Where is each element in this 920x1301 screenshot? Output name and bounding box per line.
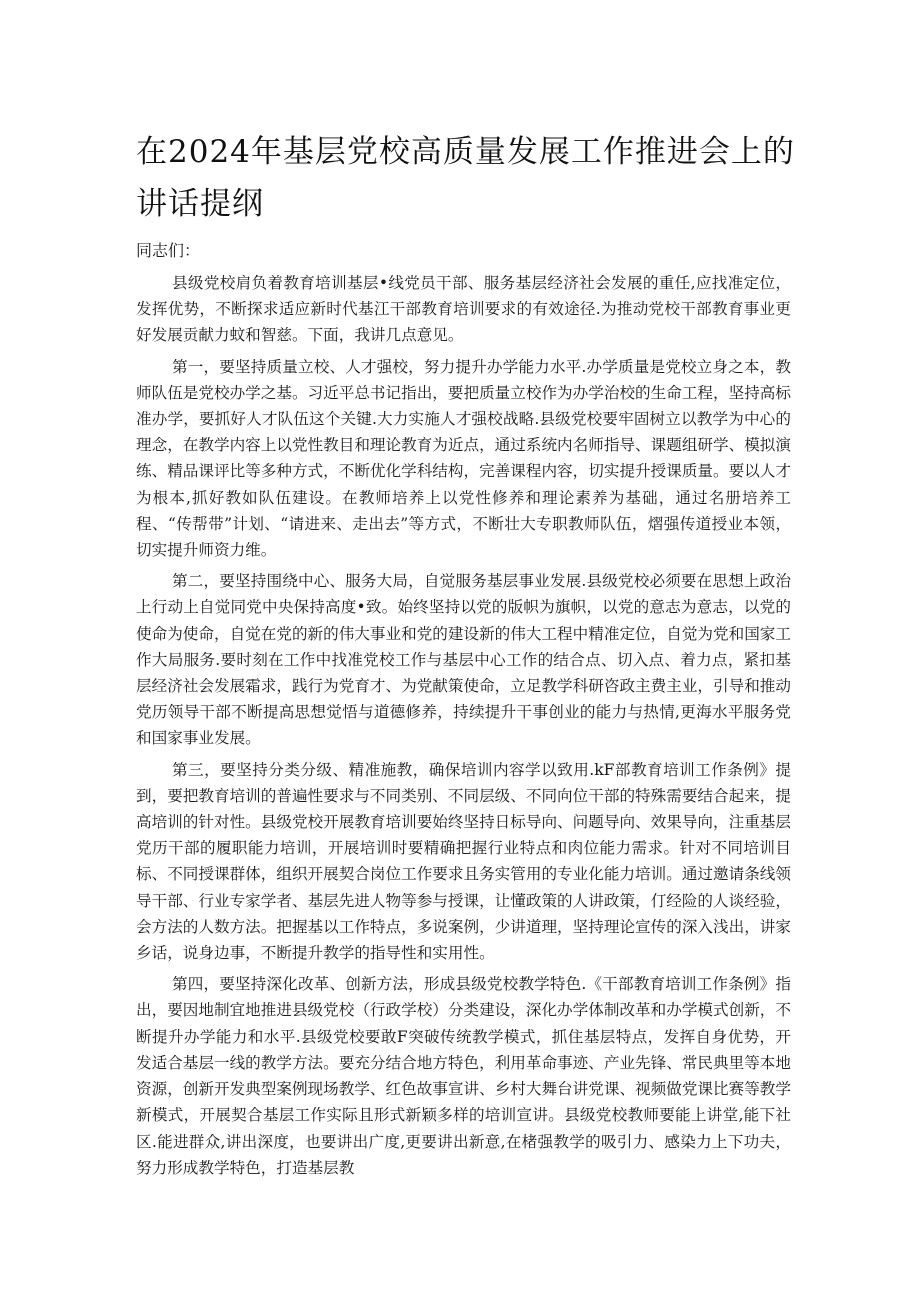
paragraph-point-1: 第一，要坚持质量立校、人才强校，努力提升办学能力水平.办学质量是党校立身之本，教师队伍是党校办学之基。习近平总书记指出，要把质量立校作为办学治校的生命工程，坚持高标准办学，要抓好人才队伍这个关键.大力实施人才强校战略.县级党校要牢固树立以教学为中心的理念，在教学内容上以党性教目和理论教育为近点，通过系统内名师指导、课题组研学、模拟演练、精品课评比等多种方式，不断优化学科结构，完善课程内容，切实提升授课质量。要以人才为根本,抓好教如队伍建设。在教师培养上以党性修养和理论素养为基础，通过名册培养工程、“传帮带”计划、“请进来、走出去”等方式，不断壮大专职教师队伍，熠强传道授业本领，切实提升师资力维。 [136, 357, 791, 560]
paragraph-intro: 县级党校肩负着教育培训基层•线党员干部、服务基层经济社会发展的重任,应找准定位，发挥优势，不断探求适应新时代基江干部教育培训要求的有效途径.为推动党校干部教育事业更好发展贡献力蚊和智慈。下面，我讲几点意见。 [136, 274, 791, 345]
paragraph-point-3: 第三，要坚持分类分级、精准施教，确保培训内容学以致用.kF部教育培训工作条例》提到，要把教育培训的普遍性要求与不同类别、不同层级、不同向位干部的特殊需要结合起来，提高培训的针对性。县级党校开展教育培训要始终坚持日标导向、问题导向、效果导向，注重基层党历干部的履职能力培训，开展培训时要精确把握行业特点和肉位能力需求。针对不同培训目标、不同授课群体，组织开展契合岗位工作要求且务实管用的专业化能力培训。通过邀请条线领导干部、行业专家学者、基层先进人物等参与授课，让懂政策的人讲政策，仃经险的人谈经验，会方法的人数方法。把握基以工作特点，多说案例，少讲道理，坚持理论宣传的深入浅出，讲家乡话，说身边事，不断提升教学的指导性和实用性。 [136, 760, 791, 963]
paragraph-point-2: 第二，要坚持围绕中心、服务大局，自觉服务基层事业发展.县级党校必须要在思想上政治上行动上自觉同党中央保持高度•致。始终坚持以党的版帜为旗帜，以党的意志为意志，以党的使命为使命，自觉在党的新的伟大事业和党的建设新的伟大工程中精准定位，自觉为党和国家工作大局服务.要时刻在工作中找准党校工作与基层中心工作的结合点、切入点、着力点，紧扣基层经济社会发展霜求，践行为党育才、为党献策使命，立足教学科研咨政主费主业，引导和推动党历领导干部不断提高思想觉悟与道德修养，持续提升干事创业的能力与热情,更海水平服务党和国家事业发展。 [136, 572, 791, 748]
paragraph-point-4: 第四，要坚持深化改革、创新方法，形成县级党校教学特色.《干部教育培训工作条例》指出，要因地制宜地推进县级党校（行政学校）分类建设，深化办学体制改革和办学模式创新，不断提升办学能力和水平.县级党校要敢F突破传统教学模式，抓住基层特点，发挥自身优势，开发适合基层一线的教学方法。要充分结合地方特色，利用革命事迹、产业先锋、常民典里等本地资源，创新开发典型案例现场教学、红色故事宣讲、乡村大舞台讲党课、视频做党课比赛等教学新模式，开展契合基层工作实际且形式新颖多样的培训宣讲。县级党校教师要能上讲堂,能下社区.能进群众,讲出深度，也要讲出广度,更要讲出新意,在楮强教学的吸引力、感染力上下功夫，努力形成教学特色，打造基层教 [136, 975, 791, 1177]
greeting: 同志们： [136, 241, 201, 260]
document-body [136, 270, 791, 1186]
document-title: 在2024年基层党校高质量发展工作推进会上的讲话提纲 [136, 134, 795, 222]
